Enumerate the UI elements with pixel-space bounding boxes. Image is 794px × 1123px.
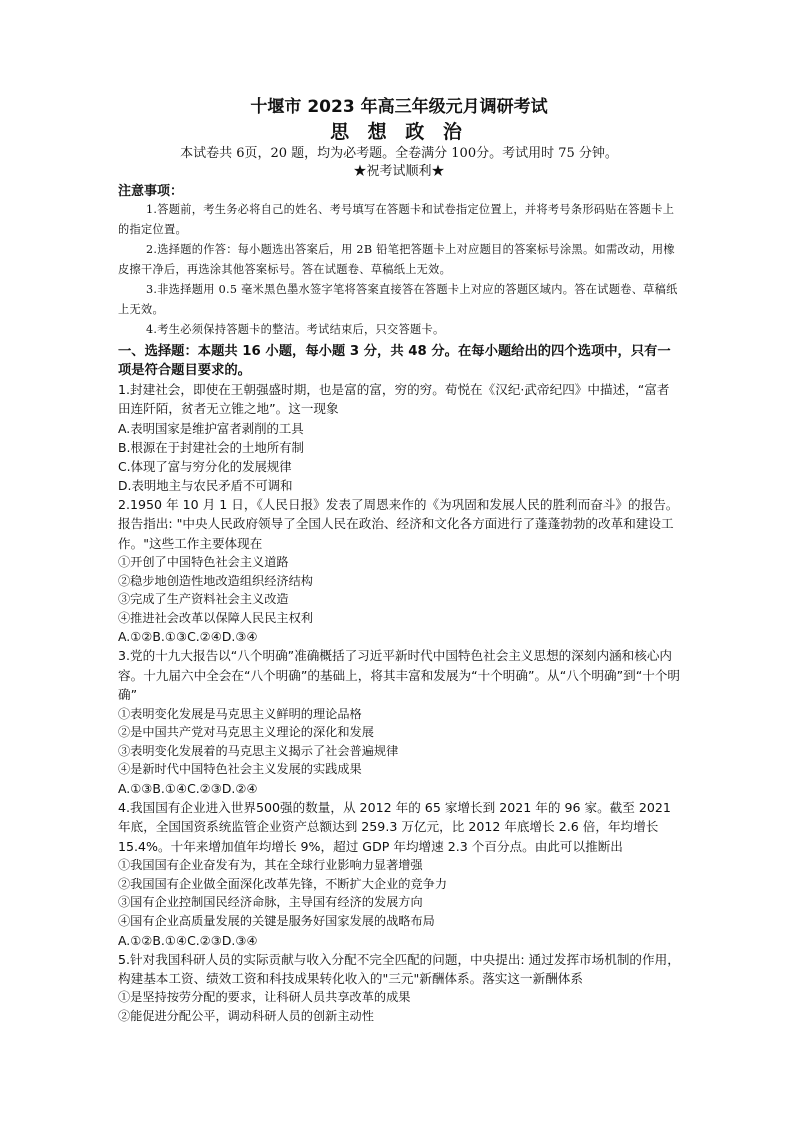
exam-info: 本试卷共 6页，20 题，均为必考题。全卷满分 100分。考试用时 75 分钟。: [180, 146, 618, 161]
note-item: 2.选择题的作答：每小题选出答案后，用 2B 铅笔把答题卡上对应题目的答案标号涂黑。如需改动，用橡皮擦干净后，再选涂其他答案标号。答在试题卷、草稿纸上无效。: [118, 243, 675, 276]
question-2-item: ②稳步地创造性地改造组织经济结构: [118, 573, 313, 588]
good-luck-line: ★祝考试顺利★: [353, 164, 445, 179]
question-3-item: ①表明变化发展是马克思主义鲜明的理论品格: [118, 706, 362, 721]
note-item: 4.考生必须保持答题卡的整洁。考试结束后，只交答题卡。: [146, 323, 445, 336]
exam-page: [118, 96, 680, 1026]
question-5-item: ②能促进分配公平，调动科研人员的创新主动性: [118, 1009, 374, 1023]
notes-heading: 注意事项：: [118, 184, 184, 199]
question-4-item: ②我国国有企业做全面深化改革先锋，不断扩大企业的竞争力: [118, 876, 448, 891]
exam-title: 十堰市 2023 年高三年级元月调研考试: [250, 97, 548, 117]
question-4-item: ③国有企业控制国民经济命脉，主导国有经济的发展方向: [118, 895, 423, 910]
question-2-item: ③完成了生产资料社会主义改造: [118, 592, 289, 607]
question-4-choices: A.①②B.①④C.②③D.③④: [118, 932, 258, 948]
subject-title: 思 想 政 治: [330, 121, 468, 143]
question-1-option: C.体现了富与穷分化的发展规律: [118, 458, 292, 474]
question-3-item: ④是新时代中国特色社会主义发展的实践成果: [118, 762, 362, 777]
question-3-choices: A.①③B.①④C.②③D.②④: [118, 781, 258, 796]
question-2-stem: 2.1950 年 10 月 1 日，《人民日报》发表了周恩来作的《为巩固和发展人民的胜利而奋斗》的报告。报告指出: "中央人民政府领导了全国人民在政治、经济和文化各方面进行了蓬蓬勃勃的改革和建设工作。"这些工作主要体现在: [118, 496, 679, 551]
question-1-stem: 1.封建社会，即使在王朝强盛时期，也是富的富，穷的穷。荀悦在《汉纪·武帝纪四》中描述，“富者田连阡陌，贫者无立锥之地”。这一现象: [118, 382, 670, 417]
note-item: 3.非选择题用 0.5 毫米黑色墨水签字笔将答案直接答在答题卡上对应的答题区域内。答在试题卷、草稿纸上无效。: [118, 283, 678, 316]
question-3-item: ③表明变化发展着的马克思主义揭示了社会普遍规律: [118, 743, 399, 758]
question-1-option: D.表明地主与农民矛盾不可调和: [118, 477, 293, 493]
question-2-choices: A.①②B.①③C.②④D.③④: [118, 629, 258, 645]
question-4-item: ①我国国有企业奋发有为，其在全球行业影响力显著增强: [118, 858, 423, 873]
question-3-stem: 3.党的十九大报告以“八个明确”准确概括了习近平新时代中国特色社会主义思想的深刻内涵和核心内容。十九届六中全会在“八个明确”的基础上，将其丰富和发展为“十个明确”。从“八个明确”到“十个明确”: [118, 648, 681, 703]
section-heading: 一、选择题：本题共 16 小题，每小题 3 分，共 48 分。在每小题给出的四个选项中，只有一项是符合题目要求的。: [118, 344, 671, 378]
question-4-item: ④国有企业高质量发展的关键是服务好国家发展的战略布局: [118, 914, 435, 928]
question-1-option: A.表明国家是维护富者剥削的工具: [118, 420, 304, 436]
question-5-item: ①是坚持按劳分配的要求，让科研人员共享改革的成果: [118, 990, 411, 1005]
question-2-item: ①开创了中国特色社会主义道路: [118, 555, 289, 570]
question-2-item: ④推进社会改革以保障人民民主权利: [118, 610, 313, 625]
question-1-option: B.根源在于封建社会的土地所有制: [118, 439, 304, 455]
note-item: 1.答题前，考生务必将自己的姓名、考号填写在答题卡和试卷指定位置上，并将考号条形码贴在答题卡上的指定位置。: [118, 203, 675, 236]
question-5-stem: 5.针对我国科研人员的实际贡献与收入分配不完全匹配的问题，中央提出: 通过发挥市场机制的作用，构建基本工资、绩效工资和科技成果转化收入的"三元"新酬体系。落实这一新酬体系: [118, 951, 680, 986]
question-3-item: ②是中国共产党对马克思主义理论的深化和发展: [118, 725, 374, 740]
question-4-stem: 4.我国国有企业进入世界500强的数量，从 2012 年的 65 家增长到 2021 年的 96 家。截至 2021 年底，全国国资系统监管企业资产总额达到 259.3 万亿元，比 2012 年底增长 2.6 倍，年均增长 15.4%。十年来增加值年均增长 9%，超过 GDP 年均增速 2.3 个百分点。由此可以推断出: [118, 800, 671, 854]
